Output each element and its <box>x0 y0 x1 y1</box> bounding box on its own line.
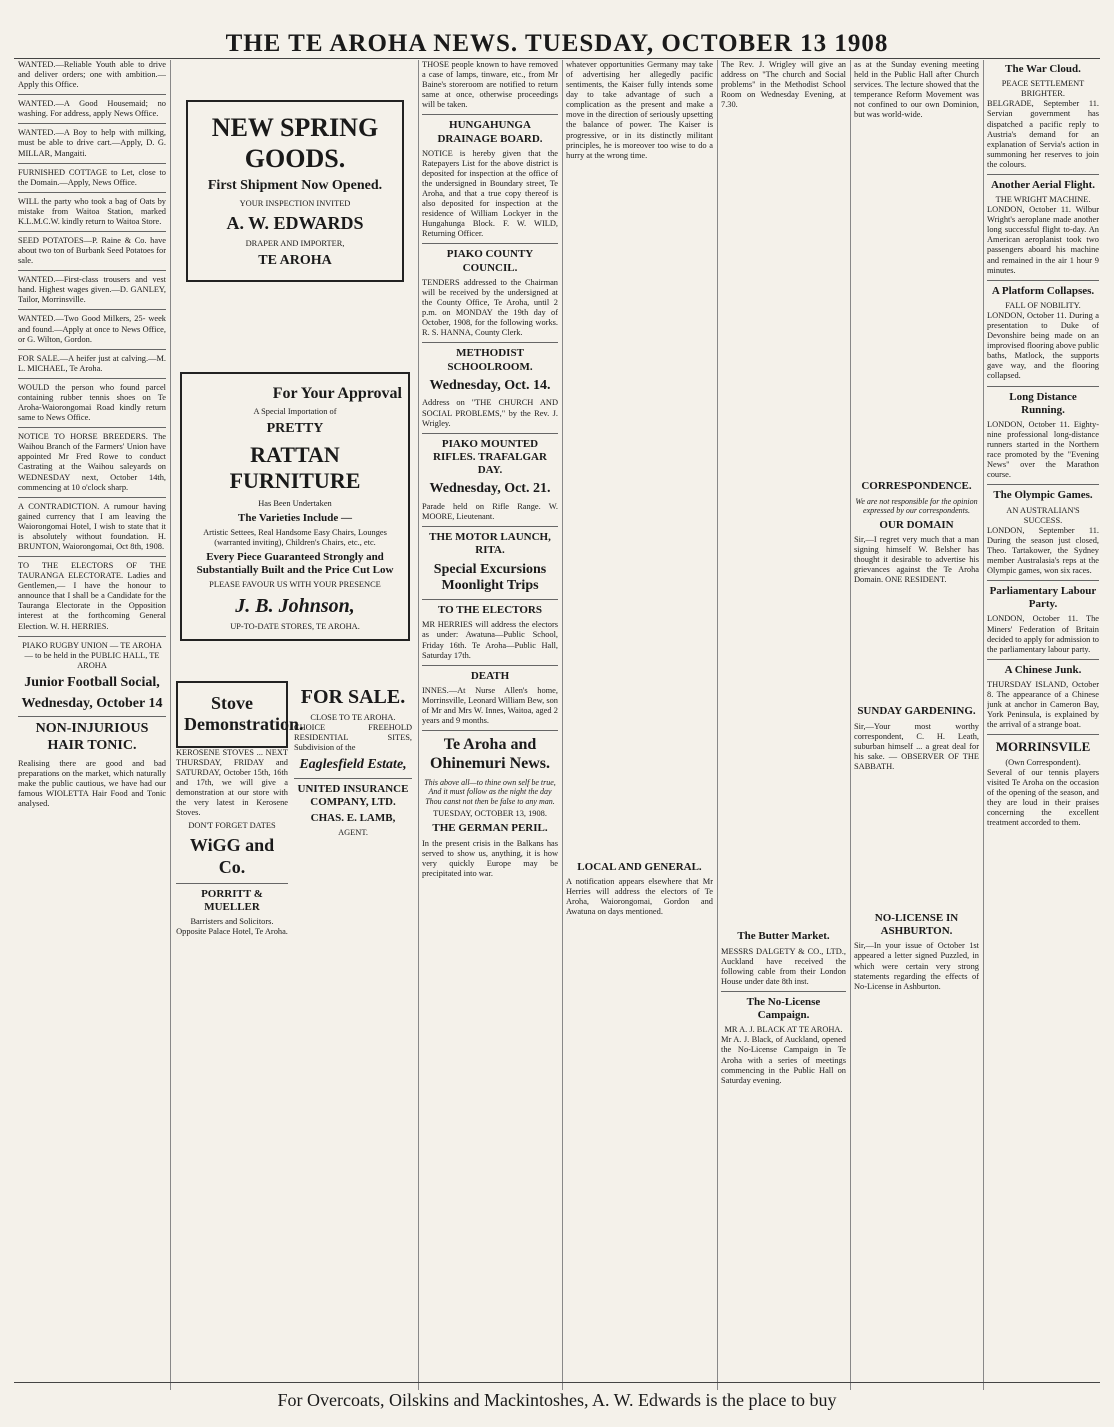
piako-text: TENDERS addressed to the Chairman will be received by the undersigned at the County Office, Te Aroha, until 2 p.m. on MONDAY the 19th day of October, 1908, for the following works. R. S. HANNA, County Clerk. <box>422 277 558 338</box>
butter-heading: The Butter Market. <box>737 930 830 943</box>
excursions-heading: Special Excursions Moonlight Trips <box>433 561 547 594</box>
nolicense-heading: The No-License Campaign. <box>746 995 821 1022</box>
platform-text: LONDON, October 11. During a presentation to Duke of Devonshire being made on an improvised flooring above public baths, Matlock, the supports gave way, and the flooring collapsed. <box>987 310 1099 381</box>
hungahunga-heading: HUNGAHUNGA DRAINAGE BOARD. <box>437 119 543 145</box>
football-title: Junior Football Social, <box>24 674 160 690</box>
column-editorial <box>566 60 713 1380</box>
local-heading: LOCAL AND GENERAL. <box>577 860 702 873</box>
classified-ad: WANTED.—Reliable Youth able to drive and deliver orders; one with ambition.—Apply this Office. <box>18 60 166 90</box>
sunday-heading: SUNDAY GARDENING. <box>857 705 976 718</box>
spring-trade: DRAPER AND IMPORTER, <box>245 238 345 248</box>
aerial-text: LONDON, October 11. Wilbur Wright's aeroplane made another long successful flight to-day. An American aeroplanist took two passengers aboard his machine and remained in the air 1 hour 9 minutes. <box>987 205 1099 275</box>
classified-ad: A CONTRADICTION. A rumour having gained currency that I am leaving the Waiorongomai Hotel, I wish to state that it is absolutely without foundation. H. BRUNTON, Waiorongomai, Oct 8th, 1908. <box>18 501 166 551</box>
junk-heading: A Chinese Junk. <box>1004 663 1082 676</box>
spring-goods-ad <box>186 100 404 282</box>
morrinsville-text: Several of our tennis players visited Te Aroha on the occasion of the opening of the season, and they are loud in their praises concerning the excellent treatment accorded to them. <box>987 768 1099 828</box>
porritt-address: Opposite Palace Hotel, Te Aroha. <box>176 926 288 936</box>
classified-ad: NOTICE TO HORSE BREEDERS. The Waihou Branch of the Farmers' Union have appointed Mr Fred Rowe to conduct Castrating at the Waihou saleyards on WEDNESDAY next, October 14th, commencing at 10 o'clock sharp. <box>18 432 166 492</box>
insurance-name: UNITED INSURANCE COMPANY, LTD. <box>297 782 409 808</box>
classified-ad: FURNISHED COTTAGE to Let, close to the Domain.—Apply, News Office. <box>18 167 166 187</box>
classified-ad: WILL the party who took a bag of Oats by mistake from Waitoa Station, marked K.L.M.C.W. kindly return to Waitoa Store. <box>18 196 166 226</box>
paper-title: Te Aroha and Ohinemuri News. <box>430 736 550 773</box>
column-news <box>721 60 846 1380</box>
war-sub: PEACE SETTLEMENT BRIGHTER. <box>1001 79 1085 99</box>
paper-motto: This above all—to thine own self be true, And it must follow as the night the day Thou canst not then be false to any man. <box>424 777 556 806</box>
rattan-pre: A Special Importation of <box>253 406 337 416</box>
temperance-text: as at the Sunday evening meeting held in the Public Hall after Church services. The lecture showed that the temperance Reform Movement was not confined to our own Dominion, but was world-wide. <box>854 60 979 120</box>
nolicense-sub: MR A. J. BLACK AT TE AROHA. <box>724 1025 843 1035</box>
electors-heading: TO THE ELECTORS <box>438 604 542 617</box>
porritt-sub: Barristers and Solicitors. <box>190 916 274 926</box>
launch-heading: THE MOTOR LAUNCH, RITA. <box>429 531 551 557</box>
olympic-text: LONDON, September 11. During the season just closed, Theo. Tartakower, the Sydney member Australasia's reps at the Olympic games, won six races. <box>987 525 1099 576</box>
rifles-date: Wednesday, Oct. 21. <box>429 481 551 497</box>
lamps-notice: THOSE people known to have removed a case of lamps, tinware, etc., from Mr Baine's storeroom are notified to return same at once, otherwise proceedings will be taken. <box>422 60 558 110</box>
electors-text: MR HERRIES will address the electors as under: Awatuna—Public School, Friday 16th. Te Aroha—Public Hall, Saturday 17th. <box>422 620 558 660</box>
column-cables <box>987 60 1099 1380</box>
platform-sub: FALL OF NOBILITY. <box>1005 300 1081 310</box>
forsale-text: CHOICE FREEHOLD RESIDENTIAL SITES, Subdivision of the <box>294 722 412 752</box>
corr-heading: CORRESPONDENCE. <box>861 480 972 493</box>
running-heading: Long Distance Running. <box>1009 390 1077 416</box>
footer-rule <box>14 1382 1100 1383</box>
death-text: INNES.—At Nurse Allen's home, Morrinsville, Leonard William Bew, son of Mr and Mrs W. Innes, Waitoa, aged 2 years and 9 months. <box>422 685 558 726</box>
column-classifieds <box>18 60 166 1380</box>
lamb-name: CHAS. E. LAMB, <box>310 812 396 824</box>
stove-text: KEROSENE STOVES ... NEXT THURSDAY, FRIDAY and SATURDAY, October 15th, 16th and 17th, we will give a demonstration at our store with the very latest in Kerosene Stoves. <box>176 747 288 818</box>
estate-name: Eaglesfield Estate, <box>299 756 407 772</box>
running-text: LONDON, October 11. Eighty-nine professional long-distance runners started in the Northern race promoted by the "Evening News" over the Marathon course. <box>987 419 1099 480</box>
stove-ad <box>176 681 304 938</box>
column-rule <box>418 60 419 1390</box>
death-heading: DEATH <box>470 669 510 682</box>
forsale-ad <box>294 681 412 938</box>
junk-text: THURSDAY ISLAND, October 8. The appearance of a Chinese junk at anchor in Cameron Bay, York Peninsula, is explained by the arrival of a strange boat. <box>987 679 1099 730</box>
methodist-heading: METHODIST SCHOOLROOM. <box>447 347 533 373</box>
approval-heading: For Your Approval <box>272 384 402 402</box>
spring-name: A. W. EDWARDS <box>226 213 364 234</box>
methodist-text: Address on "THE CHURCH AND SOCIAL PROBLEMS," by the Rev. J. Wrigley. <box>422 398 558 428</box>
classified-ad: WANTED.—First-class trousers and vest hand. Highest wages given.—D. GANLEY, Tailor, Morrinsville. <box>18 275 166 305</box>
aerial-sub: THE WRIGHT MACHINE. <box>995 195 1091 205</box>
olympic-sub: AN AUSTRALIAN'S SUCCESS. <box>1006 505 1080 525</box>
labour-heading: Parliamentary Labour Party. <box>989 585 1097 611</box>
variety-items: Artistic Settees, Real Handsome Easy Chairs, Lounges (warranted inviting), Children's Chairs, etc., etc. <box>203 527 387 547</box>
classified-ad: FOR SALE.—A heifer just at calving.—M. L. MICHAEL, Te Aroha. <box>18 353 166 373</box>
platform-heading: A Platform Collapses. <box>991 284 1095 297</box>
football-intro: PIAKO RUGBY UNION — TE AROHA — to be held in the PUBLIC HALL, TE AROHA <box>22 640 162 670</box>
tonic-text: Realising there are good and bad preparations on the market, which naturally make the public cautious, we have had our famous WIOLETTA Hair Food and Tonic analysed. <box>18 759 166 809</box>
classified-ad: WOULD the person who found parcel containing rubber tennis shoes on Te Aroha-Waiorongomai Road kindly return same to News Office. <box>18 382 166 423</box>
classified-ad: WANTED.—Two Good Milkers, 25- week and found.—Apply at once to News Office, or G. Wilton, Gordon. <box>18 314 166 344</box>
forsale-sub: CLOSE TO TE AROHA. <box>310 712 396 722</box>
war-heading: The War Cloud. <box>1005 63 1081 75</box>
olympic-heading: The Olympic Games. <box>993 489 1093 502</box>
hungahunga-text: NOTICE is hereby given that the Ratepayers List for the above district is deposited for inspection at the office of the undersigned in Boundary street, Te Aroha, and that a true copy thereof is also deposited for inspection at the residence of William Lockyer in the Hungahunga Block. F. W. WILD, Returning Officer. <box>422 148 558 239</box>
butter-text: MESSRS DALGETY & CO., LTD., Auckland have received the following cable from their London House under date 8th inst. <box>721 946 846 986</box>
morrinsville-sub: (Own Correspondent). <box>1005 757 1081 767</box>
column-rule <box>717 60 718 1390</box>
labour-text: LONDON, October 11. The Miners' Federation of Britain decided to apply for admission to the parliamentary labour party. <box>987 614 1099 654</box>
column-rule <box>170 60 171 1390</box>
morrinsville-heading: MORRINSVILE <box>995 739 1091 755</box>
sunday-text: Sir,—Your most worthy correspondent, C. H. Leath, suburban himself ... a great deal for his sake. — OBSERVER OF THE SABBATH. <box>854 721 979 771</box>
domain-heading: OUR DOMAIN <box>879 518 954 531</box>
johnson-address: UP-TO-DATE STORES, TE AROHA. <box>230 622 360 632</box>
column-rule <box>850 60 851 1390</box>
corr-sub: We are not responsible for the opinion expressed by our correspondents. <box>855 496 978 516</box>
column-rule <box>983 60 984 1390</box>
rattan-ad <box>180 372 410 641</box>
stove-box <box>176 681 304 748</box>
aerial-heading: Another Aerial Flight. <box>991 178 1095 191</box>
lamb-sub: AGENT. <box>338 828 368 838</box>
forsale-title: FOR SALE. <box>300 685 406 708</box>
column-advertisements <box>176 60 414 1380</box>
column-correspondence <box>854 60 979 1380</box>
masthead: THE TE AROHA NEWS. TUESDAY, OCTOBER 13 1908 <box>225 30 889 57</box>
paper-date: TUESDAY, OCTOBER 13, 1908. <box>433 809 547 819</box>
porritt-name: PORRITT & MUELLER <box>201 887 263 913</box>
domain-text: Sir,—I regret very much that a man signing himself W. Belsher has thought it desirable to advertise his grievances against the Te Aroha Domain. ONE RESIDENT. <box>854 535 979 585</box>
rattan-title: RATTAN FURNITURE <box>229 441 361 494</box>
nolicense-text: Mr A. J. Black, of Auckland, opened the No-License Campaign in Te Aroha with a series of meetings commencing in the Public Hall on Saturday evening. <box>721 1035 846 1085</box>
wigg-pre: DON'T FORGET DATES <box>188 821 276 831</box>
war-text: BELGRADE, September 11. Servian government has dispatched a pacific reply to Austria's demand for an explanation of Servia's action in summoning her reserves to join the colours. <box>987 99 1099 169</box>
classified-ad: WANTED.—A Boy to help with milking, must be able to drive cart.—Apply, D. G. MILLAR, Mangaiti. <box>18 128 166 158</box>
spring-town: TE AROHA <box>258 252 332 268</box>
classified-ad: SEED POTATOES—P. Raine & Co. have about two ton of Burbank Seed Potatoes for sale. <box>18 236 166 266</box>
every-piece: Every Piece Guaranteed Strongly and Substantially Built and the Price Cut Low <box>196 550 394 577</box>
spring-title: NEW SPRING GOODS. <box>211 113 379 174</box>
classified-ad: TO THE ELECTORS OF THE TAURANGA ELECTORATE. Ladies and Gentlemen,— I have the honour to announce that I shall be a Candidate for the Tauranga Electorate in the Opposition interest at the forthcoming General Election. W. H. HERRIES. <box>18 561 166 631</box>
spring-invite: YOUR INSPECTION INVITED <box>239 199 351 209</box>
favour-line: PLEASE FAVOUR US WITH YOUR PRESENCE <box>209 580 381 590</box>
peril-heading: THE GERMAN PERIL. <box>432 822 548 835</box>
column-rule <box>562 60 563 1390</box>
football-date: Wednesday, October 14 <box>21 695 163 711</box>
classified-ad: WANTED.—A Good Housemaid; no washing. For address, apply News Office. <box>18 99 166 119</box>
stove-title: Stove Demonstration. <box>184 692 304 735</box>
ashburton-heading: NO-LICENSE IN ASHBURTON. <box>874 912 959 938</box>
piako-heading: PIAKO COUNTY COUNCIL. <box>446 248 534 274</box>
rattan-pretty: PRETTY <box>266 420 324 436</box>
methodist-date: Wednesday, Oct. 14. <box>429 377 551 393</box>
rattan-sub: Has Been Undertaken <box>258 498 332 508</box>
footer-advert: For Overcoats, Oilskins and Mackintoshes, A. W. Edwards is the place to buy <box>277 1390 837 1410</box>
johnson-name: J. B. Johnson, <box>235 595 355 618</box>
news-text: The Rev. J. Wrigley will give an address on "The church and Social problems" in the Methodist School Room on Wednesday Evening, at 7.30. <box>721 60 846 110</box>
wigg-name: WiGG and Co. <box>189 835 275 877</box>
column-notices <box>422 60 558 1380</box>
local-text: A notification appears elsewhere that Mr Herries will address the electors of Te Aroha, Waiorongomai, Gordon and Awatuna on days mentioned. <box>566 876 713 917</box>
tonic-title: NON-INJURIOUS HAIR TONIC. <box>35 721 149 754</box>
masthead-rule <box>14 58 1100 59</box>
ashburton-text: Sir,—In your issue of October 1st appeared a letter signed Puzzled, in which were certain very strong statements regarding the effects of No-License in Ashburton. <box>854 941 979 991</box>
spring-sub: First Shipment Now Opened. <box>207 178 383 194</box>
editorial-text: whatever opportunities Germany may take of advertising her allegedly pacific sentiments, the Kaiser fully intends some day to take advantage of such a complication as the present and make a move in the direction of seriously upsetting the balance of power. The Kaiser is progressive, or in its distinctly militant principles, he is moreover too wise to do a hurry at the wrong time. <box>566 60 713 160</box>
peril-text: In the present crisis in the Balkans has served to show us, anything, it is how very quickly Europe may be precipitated into war. <box>422 838 558 878</box>
rifles-text: Parade held on Rifle Range. W. MOORE, Lieutenant. <box>422 502 558 522</box>
variety-heading: The Varieties Include — <box>238 511 352 524</box>
rifles-heading: PIAKO MOUNTED RIFLES. TRAFALGAR DAY. <box>433 437 547 477</box>
